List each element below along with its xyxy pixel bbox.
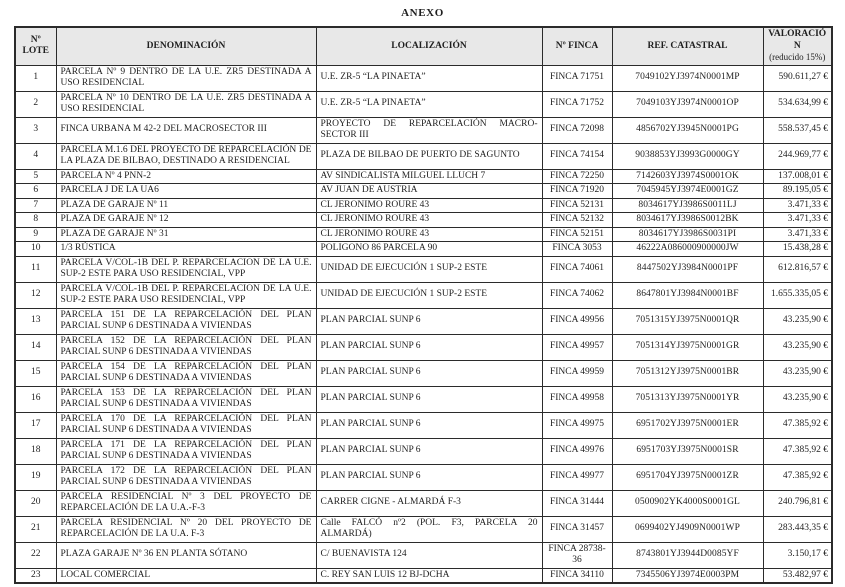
ref-catastral-cell: 6951704YJ3975N0001ZR — [612, 464, 763, 490]
denominacion-cell: PARCELA Nº 10 DENTRO DE LA U.E. ZR5 DESTINADA A USO RESIDENCIAL — [56, 91, 316, 117]
valoracion-cell: 3.471,33 € — [763, 227, 832, 242]
ref-catastral-cell: 7142603YJ3974S0001OK — [612, 169, 763, 184]
table-row — [15, 542, 832, 568]
ref-catastral-cell: 6951703YJ3975N0001SR — [612, 438, 763, 464]
valoracion-cell: 47.385,92 € — [763, 412, 832, 438]
localizacion-cell: PLAZA DE BILBAO DE PUERTO DE SAGUNTO — [316, 143, 542, 169]
localizacion-cell: UNIDAD DE EJECUCIÓN 1 SUP-2 ESTE — [316, 282, 542, 308]
lote-cell: 17 — [15, 412, 56, 438]
ref-catastral-cell: 4856702YJ3945N0001PG — [612, 117, 763, 143]
valoracion-cell: 15.438,28 € — [763, 242, 832, 257]
lote-cell: 2 — [15, 91, 56, 117]
lote-cell: 20 — [15, 490, 56, 516]
header-row — [15, 27, 832, 65]
denominacion-cell: PARCELA V/COL-1B DEL P. REPARCELACION DE LA U.E. SUP-2 ESTE PARA USO RESIDENCIAL, VPP — [56, 256, 316, 282]
anexo-table — [14, 26, 833, 584]
finca-cell: FINCA 49957 — [542, 334, 612, 360]
ref-catastral-cell: 7045945YJ3974E0001GZ — [612, 184, 763, 199]
localizacion-cell: PLAN PARCIAL SUNP 6 — [316, 438, 542, 464]
table-row — [15, 213, 832, 228]
ref-catastral-cell: 8647801YJ3984N0001BF — [612, 282, 763, 308]
page-title: ANEXO — [401, 7, 444, 19]
finca-cell: FINCA 3053 — [542, 242, 612, 257]
ref-catastral-cell: 46222A086000900000JW — [612, 242, 763, 257]
table-row — [15, 227, 832, 242]
ref-catastral-cell: 7051314YJ3975N0001GR — [612, 334, 763, 360]
lote-cell: 23 — [15, 568, 56, 583]
table-row — [15, 256, 832, 282]
lote-cell: 18 — [15, 438, 56, 464]
ref-catastral-cell: 8034617YJ3986S0011LJ — [612, 198, 763, 213]
ref-catastral-cell: 7345506YJ3974E0003PM — [612, 568, 763, 583]
localizacion-cell: PLAN PARCIAL SUNP 6 — [316, 308, 542, 334]
finca-cell: FINCA 52132 — [542, 213, 612, 228]
header-finca: Nº FINCA — [542, 27, 612, 65]
localizacion-cell: PLAN PARCIAL SUNP 6 — [316, 386, 542, 412]
denominacion-cell: PARCELA Nº 9 DENTRO DE LA U.E. ZR5 DESTINADA A USO RESIDENCIAL — [56, 65, 316, 91]
finca-cell: FINCA 52131 — [542, 198, 612, 213]
finca-cell: FINCA 71751 — [542, 65, 612, 91]
valoracion-cell: 47.385,92 € — [763, 464, 832, 490]
denominacion-cell: PARCELA RESIDENCIAL Nº 3 DEL PROYECTO DE REPARCELACIÓN DE LA U.A.-F-3 — [56, 490, 316, 516]
finca-cell: FINCA 28738-36 — [542, 542, 612, 568]
valoracion-cell: 612.816,57 € — [763, 256, 832, 282]
finca-cell: FINCA 74062 — [542, 282, 612, 308]
ref-catastral-cell: 0699402YJ4909N0001WP — [612, 516, 763, 542]
denominacion-cell: PLAZA DE GARAJE Nº 11 — [56, 198, 316, 213]
ref-catastral-cell: 8034617YJ3986S0031PI — [612, 227, 763, 242]
denominacion-cell: PARCELA 170 DE LA REPARCELACIÓN DEL PLAN PARCIAL SUNP 6 DESTINADA A VIVIENDAS — [56, 412, 316, 438]
table-row — [15, 308, 832, 334]
localizacion-cell: PLAN PARCIAL SUNP 6 — [316, 412, 542, 438]
finca-cell: FINCA 74061 — [542, 256, 612, 282]
table-row — [15, 143, 832, 169]
ref-catastral-cell: 7051315YJ3975N0001QR — [612, 308, 763, 334]
table-row — [15, 438, 832, 464]
table-row — [15, 386, 832, 412]
localizacion-cell: UNIDAD DE EJECUCIÓN 1 SUP-2 ESTE — [316, 256, 542, 282]
finca-cell: FINCA 49958 — [542, 386, 612, 412]
lote-cell: 22 — [15, 542, 56, 568]
denominacion-cell: PARCELA 171 DE LA REPARCELACIÓN DEL PLAN PARCIAL SUNP 6 DESTINADA A VIVIENDAS — [56, 438, 316, 464]
valoracion-cell: 240.796,81 € — [763, 490, 832, 516]
table-row — [15, 91, 832, 117]
finca-cell: FINCA 49975 — [542, 412, 612, 438]
header-valoracion-note: (reducido 15%) — [769, 52, 826, 62]
localizacion-cell: AV SINDICALISTA MILGUEL LLUCH 7 — [316, 169, 542, 184]
valoracion-cell: 43.235,90 € — [763, 386, 832, 412]
localizacion-cell: CARRER CIGNE - ALMARDÁ F-3 — [316, 490, 542, 516]
ref-catastral-cell: 0500902YK4000S0001GL — [612, 490, 763, 516]
valoracion-cell: 89.195,05 € — [763, 184, 832, 199]
finca-cell: FINCA 72250 — [542, 169, 612, 184]
table-row — [15, 169, 832, 184]
valoracion-cell: 3.471,33 € — [763, 198, 832, 213]
valoracion-cell: 43.235,90 € — [763, 334, 832, 360]
localizacion-cell: C/ BUENAVISTA 124 — [316, 542, 542, 568]
header-lote: Nº LOTE — [15, 27, 56, 65]
valoracion-cell: 3.471,33 € — [763, 213, 832, 228]
table-row — [15, 65, 832, 91]
lote-cell: 8 — [15, 213, 56, 228]
ref-catastral-cell: 9038853YJ3993G0000GY — [612, 143, 763, 169]
ref-catastral-cell: 8034617YJ3986S0012BK — [612, 213, 763, 228]
table-row — [15, 360, 832, 386]
lote-cell: 19 — [15, 464, 56, 490]
header-valoracion — [763, 27, 832, 65]
denominacion-cell: PARCELA 151 DE LA REPARCELACIÓN DEL PLAN PARCIAL SUNP 6 DESTINADA A VIVIENDAS — [56, 308, 316, 334]
localizacion-cell: Calle FALCÓ nº2 (POL. F3, PARCELA 20 ALMARDÁ) — [316, 516, 542, 542]
valoracion-cell: 47.385,92 € — [763, 438, 832, 464]
localizacion-cell: PLAN PARCIAL SUNP 6 — [316, 334, 542, 360]
table-row — [15, 464, 832, 490]
header-valoracion-title: VALORACIÓN — [768, 29, 827, 51]
denominacion-cell: 1/3 RÚSTICA — [56, 242, 316, 257]
localizacion-cell: C. REY SAN LUIS 12 BJ-DCHA — [316, 568, 542, 583]
denominacion-cell: PLAZA GARAJE Nº 36 EN PLANTA SÓTANO — [56, 542, 316, 568]
table-row — [15, 334, 832, 360]
table-row — [15, 490, 832, 516]
ref-catastral-cell: 8743801YJ3944D0085YF — [612, 542, 763, 568]
valoracion-cell: 534.634,99 € — [763, 91, 832, 117]
header-denominacion: DENOMINACIÓN — [56, 27, 316, 65]
localizacion-cell: U.E. ZR-5 “LA PINAETA” — [316, 65, 542, 91]
ref-catastral-cell: 6951702YJ3975N0001ER — [612, 412, 763, 438]
ref-catastral-cell: 7049102YJ3974N0001MP — [612, 65, 763, 91]
denominacion-cell: PARCELA V/COL-1B DEL P. REPARCELACION DE LA U.E. SUP-2 ESTE PARA USO RESIDENCIAL, VPP — [56, 282, 316, 308]
localizacion-cell: CL JERONIMO ROURE 43 — [316, 227, 542, 242]
table-row — [15, 516, 832, 542]
table-row — [15, 184, 832, 199]
finca-cell: FINCA 31444 — [542, 490, 612, 516]
valoracion-cell: 590.611,27 € — [763, 65, 832, 91]
lote-cell: 6 — [15, 184, 56, 199]
denominacion-cell: PLAZA DE GARAJE Nº 12 — [56, 213, 316, 228]
header-ref-catastral: REF. CATASTRAL — [612, 27, 763, 65]
lote-cell: 4 — [15, 143, 56, 169]
valoracion-cell: 558.537,45 € — [763, 117, 832, 143]
valoracion-cell: 43.235,90 € — [763, 308, 832, 334]
denominacion-cell: PARCELA 154 DE LA REPARCELACIÓN DEL PLAN PARCIAL SUNP 6 DESTINADA A VIVIENDAS — [56, 360, 316, 386]
table-header — [15, 27, 832, 65]
lote-cell: 21 — [15, 516, 56, 542]
valoracion-cell: 244.969,77 € — [763, 143, 832, 169]
lote-cell: 14 — [15, 334, 56, 360]
table-row — [15, 568, 832, 583]
localizacion-cell: U.E. ZR-5 “LA PINAETA” — [316, 91, 542, 117]
finca-cell: FINCA 49976 — [542, 438, 612, 464]
denominacion-cell: PARCELA J DE LA UA6 — [56, 184, 316, 199]
finca-cell: FINCA 71752 — [542, 91, 612, 117]
ref-catastral-cell: 8447502YJ3984N0001PF — [612, 256, 763, 282]
lote-cell: 1 — [15, 65, 56, 91]
lote-cell: 16 — [15, 386, 56, 412]
finca-cell: FINCA 31457 — [542, 516, 612, 542]
denominacion-cell: PARCELA Nº 4 PNN-2 — [56, 169, 316, 184]
localizacion-cell: PLAN PARCIAL SUNP 6 — [316, 360, 542, 386]
finca-cell: FINCA 49959 — [542, 360, 612, 386]
lote-cell: 9 — [15, 227, 56, 242]
lote-cell: 13 — [15, 308, 56, 334]
lote-cell: 5 — [15, 169, 56, 184]
localizacion-cell: PLAN PARCIAL SUNP 6 — [316, 464, 542, 490]
valoracion-cell: 3.150,17 € — [763, 542, 832, 568]
lote-cell: 7 — [15, 198, 56, 213]
table-row — [15, 282, 832, 308]
denominacion-cell: PARCELA RESIDENCIAL Nº 20 DEL PROYECTO DE REPARCELACIÓN DE LA U.A. F-3 — [56, 516, 316, 542]
table-row — [15, 198, 832, 213]
localizacion-cell: CL JERONIMO ROURE 43 — [316, 213, 542, 228]
finca-cell: FINCA 72098 — [542, 117, 612, 143]
denominacion-cell: PARCELA 152 DE LA REPARCELACIÓN DEL PLAN PARCIAL SUNP 6 DESTINADA A VIVIENDAS — [56, 334, 316, 360]
denominacion-cell: PARCELA 172 DE LA REPARCELACIÓN DEL PLAN PARCIAL SUNP 6 DESTINADA A VIVIENDAS — [56, 464, 316, 490]
denominacion-cell: FINCA URBANA M 42-2 DEL MACROSECTOR III — [56, 117, 316, 143]
valoracion-cell: 137.008,01 € — [763, 169, 832, 184]
table-row — [15, 412, 832, 438]
lote-cell: 11 — [15, 256, 56, 282]
ref-catastral-cell: 7049103YJ3974N0001OP — [612, 91, 763, 117]
ref-catastral-cell: 7051313YJ3975N0001YR — [612, 386, 763, 412]
finca-cell: FINCA 74154 — [542, 143, 612, 169]
denominacion-cell: PLAZA DE GARAJE Nº 31 — [56, 227, 316, 242]
valoracion-cell: 53.482,97 € — [763, 568, 832, 583]
lote-cell: 15 — [15, 360, 56, 386]
header-localizacion: LOCALIZACIÓN — [316, 27, 542, 65]
denominacion-cell: PARCELA 153 DE LA REPARCELACIÓN DEL PLAN PARCIAL SUNP 6 DESTINADA A VIVIENDAS — [56, 386, 316, 412]
table-body — [15, 65, 832, 583]
finca-cell: FINCA 34110 — [542, 568, 612, 583]
table-row — [15, 117, 832, 143]
finca-cell: FINCA 52151 — [542, 227, 612, 242]
table-row — [15, 242, 832, 257]
localizacion-cell: PROYECTO DE REPARCELACIÓN MACRO-SECTOR III — [316, 117, 542, 143]
denominacion-cell: PARCELA M.1.6 DEL PROYECTO DE REPARCELACIÓN DE LA PLAZA DE BILBAO, DESTINADO A RESIDENCIAL — [56, 143, 316, 169]
lote-cell: 3 — [15, 117, 56, 143]
localizacion-cell: AV JUAN DE AUSTRIA — [316, 184, 542, 199]
valoracion-cell: 1.655.335,05 € — [763, 282, 832, 308]
valoracion-cell: 283.443,35 € — [763, 516, 832, 542]
lote-cell: 12 — [15, 282, 56, 308]
localizacion-cell: POLIGONO 86 PARCELA 90 — [316, 242, 542, 257]
localizacion-cell: CL JERONIMO ROURE 43 — [316, 198, 542, 213]
lote-cell: 10 — [15, 242, 56, 257]
finca-cell: FINCA 49977 — [542, 464, 612, 490]
finca-cell: FINCA 49956 — [542, 308, 612, 334]
valoracion-cell: 43.235,90 € — [763, 360, 832, 386]
ref-catastral-cell: 7051312YJ3975N0001BR — [612, 360, 763, 386]
finca-cell: FINCA 71920 — [542, 184, 612, 199]
denominacion-cell: LOCAL COMERCIAL — [56, 568, 316, 583]
